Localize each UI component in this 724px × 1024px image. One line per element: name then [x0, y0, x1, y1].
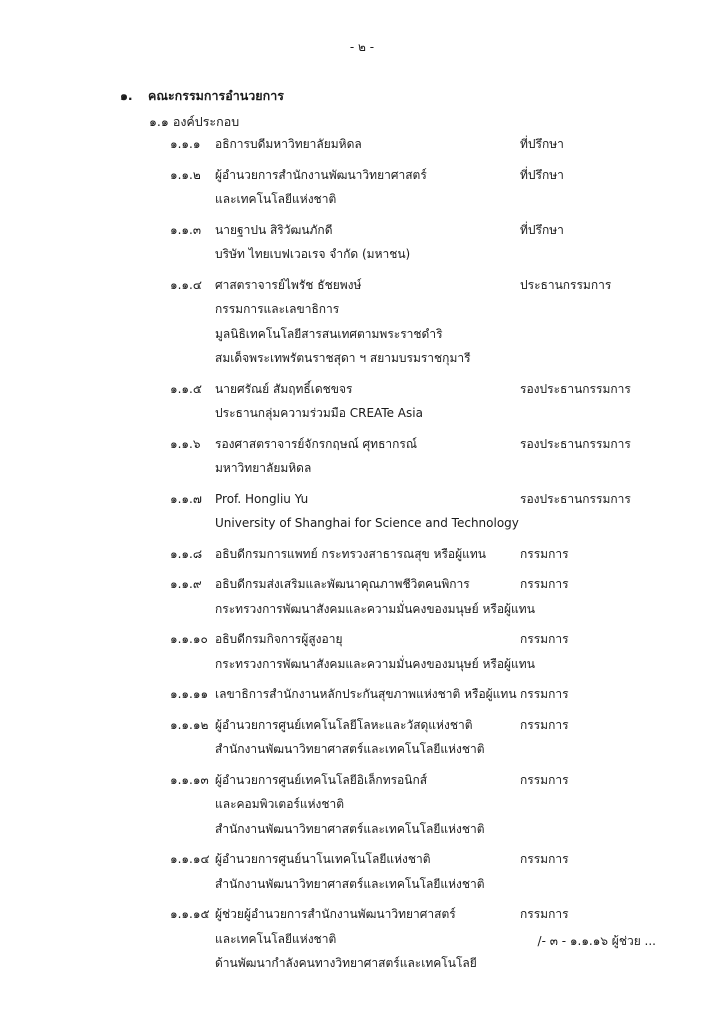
member-text: อธิการบดีมหาวิทยาลัยมหิดล — [215, 137, 362, 151]
member-text: นายศรัณย์ สัมฤทธิ์เดชขจร — [215, 381, 353, 396]
member-role: กรรมการ — [520, 546, 569, 561]
member-role: รองประธานกรรมการ — [520, 436, 631, 451]
member-text: University of Shanghai for Science and Technology — [215, 516, 519, 530]
member-entry — [0, 682, 724, 707]
member-list — [0, 132, 724, 982]
member-line — [0, 377, 724, 402]
member-line — [0, 872, 724, 897]
member-text: และเทคโนโลยีแห่งชาติ — [215, 192, 337, 206]
member-line — [0, 597, 724, 622]
member-role: กรรมการ — [520, 632, 569, 646]
member-number: ๑.๑.๔ — [170, 277, 202, 292]
member-role: กรรมการ — [520, 907, 569, 921]
member-line — [0, 218, 724, 243]
member-line — [0, 163, 724, 188]
section-number: ๑. — [120, 88, 133, 103]
member-entry — [0, 768, 724, 842]
member-text: อธิบดีกรมส่งเสริมและพัฒนาคุณภาพชีวิตคนพิการ — [215, 577, 470, 591]
member-line — [0, 297, 724, 322]
member-text: สมเด็จพระเทพรัตนราชสุดา ฯ สยามบรมราชกุมารี — [215, 351, 471, 365]
member-line — [0, 346, 724, 371]
member-text: และคอมพิวเตอร์แห่งชาติ — [215, 797, 345, 811]
member-line — [0, 792, 724, 817]
member-line — [0, 456, 724, 481]
member-line — [0, 847, 724, 872]
member-text: ผู้อำนวยการศูนย์เทคโนโลยีอิเล็กทรอนิกส์ — [215, 772, 428, 787]
member-entry — [0, 627, 724, 676]
member-text: กรรมการและเลขาธิการ — [215, 302, 340, 316]
member-role: ประธานกรรมการ — [520, 277, 612, 292]
member-entry — [0, 163, 724, 212]
member-number: ๑.๑.๖ — [170, 436, 201, 451]
subsection-heading: ๑.๑ องค์ประกอบ — [149, 114, 240, 129]
member-text: สำนักงานพัฒนาวิทยาศาสตร์และเทคโนโลยีแห่งชาติ — [215, 821, 485, 836]
member-line — [0, 542, 724, 567]
member-text: ผู้อำนวยการศูนย์เทคโนโลยีโลหะและวัสดุแห่งชาติ — [215, 717, 473, 732]
member-entry — [0, 132, 724, 157]
member-line — [0, 322, 724, 347]
member-entry — [0, 487, 724, 536]
member-role: ที่ปรึกษา — [520, 167, 564, 182]
member-number: ๑.๑.๑ — [170, 137, 201, 151]
member-role: กรรมการ — [520, 577, 569, 591]
member-line — [0, 817, 724, 842]
member-role: ที่ปรึกษา — [520, 222, 564, 237]
member-number: ๑.๑.๒ — [170, 167, 201, 182]
member-number: ๑.๑.๘ — [170, 546, 203, 561]
member-number: ๑.๑.๕ — [170, 381, 202, 396]
member-line — [0, 572, 724, 597]
member-role: กรรมการ — [520, 687, 569, 701]
member-number: ๑.๑.๑๑ — [170, 687, 209, 701]
member-role: กรรมการ — [520, 852, 569, 866]
member-entry — [0, 572, 724, 621]
member-text: ศาสตราจารย์ไพรัช ธัชยพงษ์ — [215, 277, 362, 292]
member-text: กระทรวงการพัฒนาสังคมและความมั่นคงของมนุษย์ หรือผู้แทน — [215, 656, 535, 671]
member-line — [0, 951, 724, 976]
member-entry — [0, 218, 724, 267]
member-line — [0, 682, 724, 707]
member-number: ๑.๑.๓ — [170, 222, 202, 237]
member-line — [0, 768, 724, 793]
member-text: ด้านพัฒนากำลังคนทางวิทยาศาสตร์และเทคโนโลยี — [215, 956, 477, 970]
section-heading — [120, 86, 284, 106]
member-role: กรรมการ — [520, 717, 569, 732]
footer-continuation-note: /- ๓ - ๑.๑.๑๖ ผู้ช่วย ... — [537, 934, 656, 948]
member-text: รองศาสตราจารย์จักรกฤษณ์ ศุทธากรณ์ — [215, 436, 417, 451]
member-number: ๑.๑.๙ — [170, 577, 202, 591]
member-text: สำนักงานพัฒนาวิทยาศาสตร์และเทคโนโลยีแห่งชาติ — [215, 742, 485, 756]
member-number: ๑.๑.๑๒ — [170, 717, 209, 732]
member-entry — [0, 713, 724, 762]
member-line — [0, 187, 724, 212]
member-text: มูลนิธิเทคโนโลยีสารสนเทศตามพระราชดำริ — [215, 326, 443, 341]
member-line — [0, 487, 724, 512]
member-text: ผู้ช่วยผู้อำนวยการสำนักงานพัฒนาวิทยาศาสตร์ — [215, 907, 456, 921]
member-line — [0, 902, 724, 927]
member-line — [0, 401, 724, 426]
member-role: ที่ปรึกษา — [520, 137, 564, 151]
member-entry — [0, 273, 724, 371]
member-entry — [0, 377, 724, 426]
section-title: คณะกรรมการอำนวยการ — [148, 88, 284, 103]
member-text: และเทคโนโลยีแห่งชาติ — [215, 931, 337, 946]
page-number: - ๒ - — [349, 40, 375, 54]
member-text: สำนักงานพัฒนาวิทยาศาสตร์และเทคโนโลยีแห่งชาติ — [215, 876, 485, 891]
member-text: ผู้อำนวยการสำนักงานพัฒนาวิทยาศาสตร์ — [215, 167, 427, 182]
member-line — [0, 273, 724, 298]
member-text: บริษัท ไทยเบฟเวอเรจ จำกัด (มหาชน) — [215, 247, 411, 261]
member-number: ๑.๑.๗ — [170, 491, 202, 506]
member-role: รองประธานกรรมการ — [520, 381, 631, 396]
member-line — [0, 652, 724, 677]
member-text: อธิบดีกรมกิจการผู้สูงอายุ — [215, 632, 343, 646]
member-number: ๑.๑.๑๕ — [170, 907, 210, 921]
member-line — [0, 737, 724, 762]
member-text: ผู้อำนวยการศูนย์นาโนเทคโนโลยีแห่งชาติ — [215, 852, 431, 866]
member-text: มหาวิทยาลัยมหิดล — [215, 461, 312, 475]
member-text: Prof. Hongliu Yu — [215, 491, 309, 506]
member-role: รองประธานกรรมการ — [520, 491, 631, 506]
member-text: ประธานกลุ่มความร่วมมือ CREATe Asia — [215, 406, 423, 420]
member-role: กรรมการ — [520, 772, 569, 787]
member-line — [0, 627, 724, 652]
member-line — [0, 432, 724, 457]
member-line — [0, 511, 724, 536]
member-number: ๑.๑.๑๓ — [170, 772, 209, 787]
member-line — [0, 132, 724, 157]
member-text: กระทรวงการพัฒนาสังคมและความมั่นคงของมนุษย์ หรือผู้แทน — [215, 601, 535, 616]
member-line — [0, 242, 724, 267]
member-text: นายฐาปน สิริวัฒนภักดี — [215, 222, 333, 237]
member-number: ๑.๑.๑๐ — [170, 632, 208, 646]
member-entry — [0, 542, 724, 567]
member-line — [0, 713, 724, 738]
member-text: อธิบดีกรมการแพทย์ กระทรวงสาธารณสุข หรือผู้แทน — [215, 546, 487, 561]
member-entry — [0, 432, 724, 481]
member-entry — [0, 847, 724, 896]
member-text: เลขาธิการสำนักงานหลักประกันสุขภาพแห่งชาติ หรือผู้แทน — [215, 687, 517, 701]
member-number: ๑.๑.๑๔ — [170, 852, 210, 866]
